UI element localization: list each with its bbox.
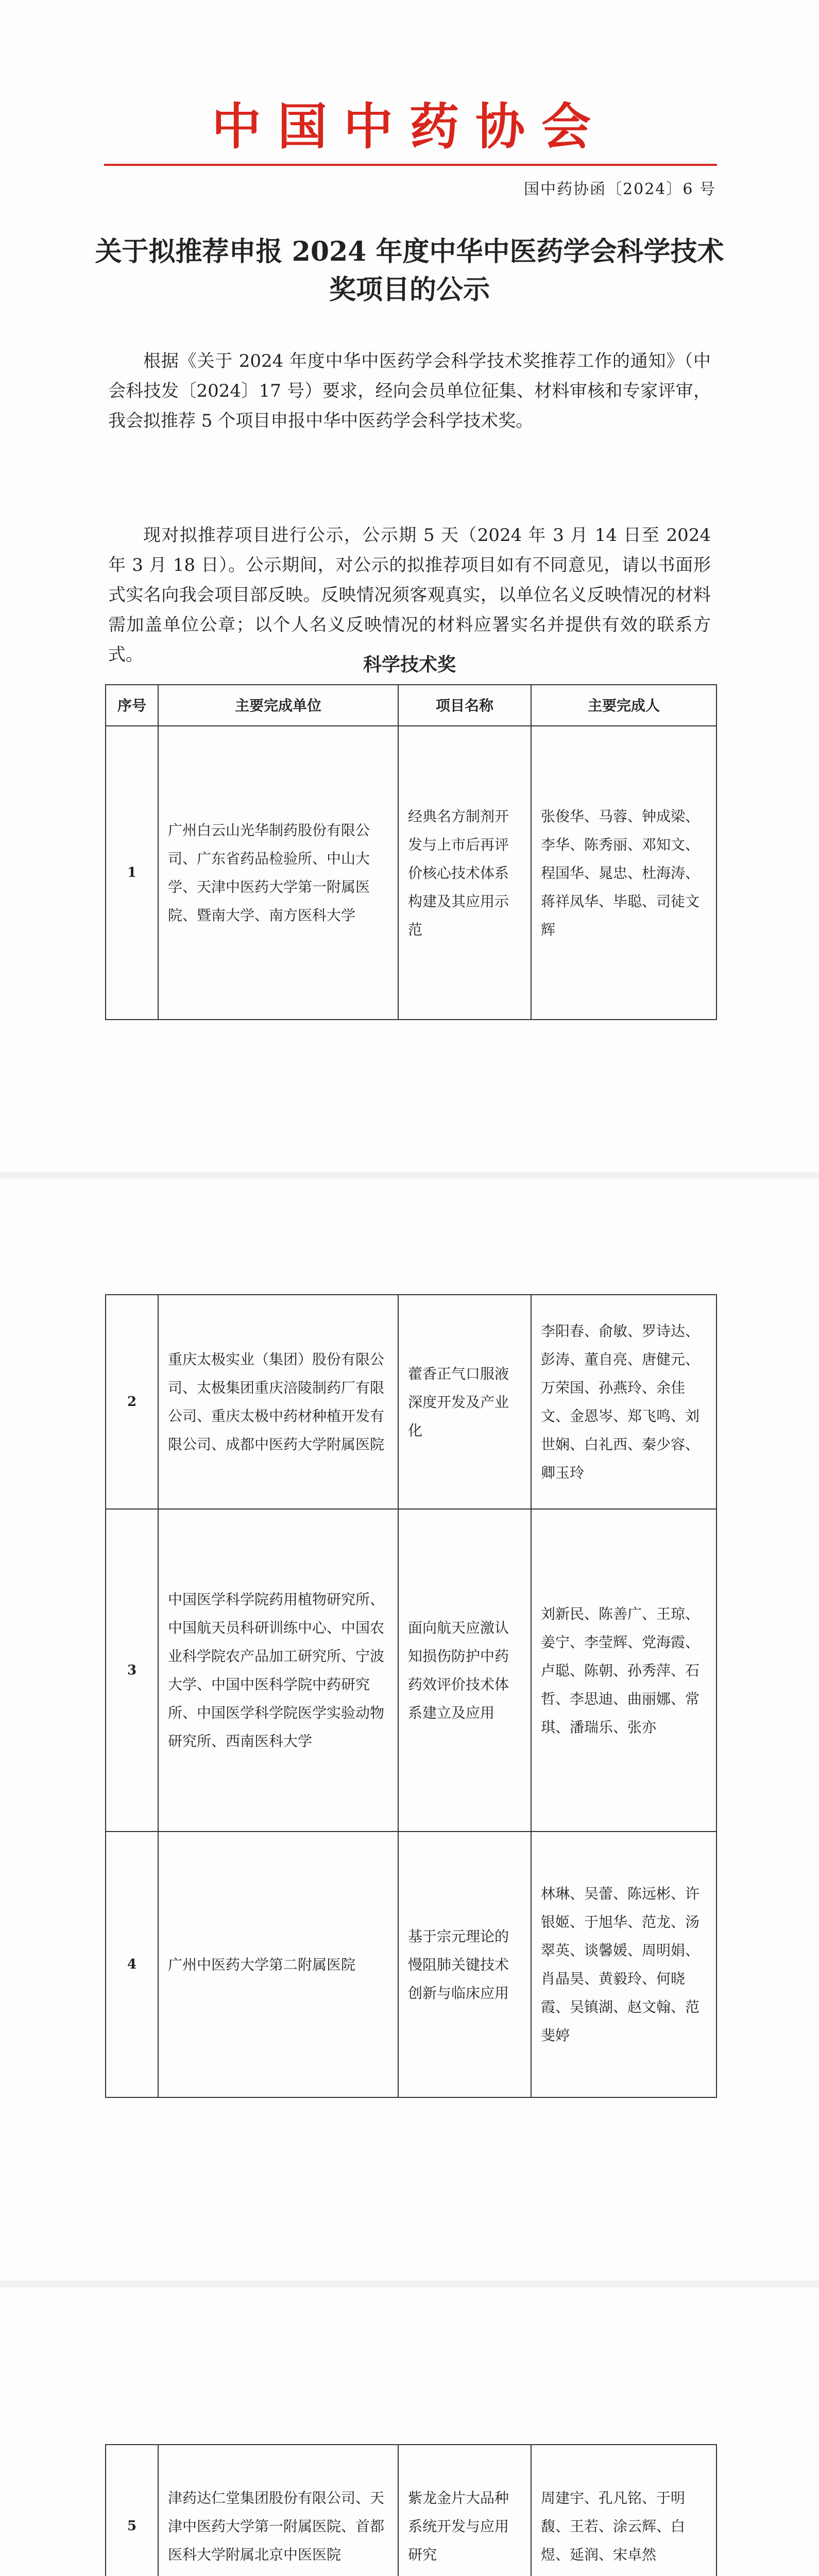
awards-table-part-2 [105,1294,717,2098]
row-project: 面向航天应激认知损伤防护中药药效评价技术体系建立及应用 [398,1509,531,1832]
page-1 [0,0,819,1172]
row-units: 广州白云山光华制药股份有限公司、广东省药品检验所、中山大学、天津中医药大学第一附属医院、暨南大学、南方医科大学 [158,726,398,1020]
row-seq: 2 [106,1295,158,1509]
table-row [106,1509,716,1832]
header-project: 项目名称 [398,685,531,726]
document-title: 关于拟推荐申报 2024 年度中华中医药学会科学技术奖项目的公示 [95,236,724,306]
table-row [106,1295,716,1509]
row-project: 藿香正气口服液深度开发及产业化 [398,1295,531,1509]
row-people: 刘新民、陈善广、王琼、姜宁、李莹辉、党海霞、卢聪、陈朝、孙秀萍、石哲、李思迪、曲丽娜、常琪、潘瑞乐、张亦 [531,1509,716,1832]
row-project: 紫龙金片大品种系统开发与应用研究 [398,2445,531,2576]
row-people: 周建宇、孔凡铭、于明馥、王若、涂云辉、白煜、延润、宋卓然 [531,2445,716,2576]
header-people: 主要完成人 [531,685,716,726]
table-row [106,726,716,1020]
table-row [106,2445,716,2576]
letterhead-org-name: 中国中药协会 [212,98,607,156]
letterhead-red-rule [104,164,717,166]
paragraph-intro: 根据《关于 2024 年度中华中医药学会科学技术奖推荐工作的通知》（中会科技发〔2024〕17 号）要求，经向会员单位征集、材料审核和专家评审，我会拟推荐 5 个项目申报中华中医药学会科学技术奖。 [108,351,711,431]
row-seq: 4 [106,1832,158,2097]
header-units: 主要完成单位 [158,685,398,726]
row-units: 重庆太极实业（集团）股份有限公司、太极集团重庆涪陵制药厂有限公司、重庆太极中药材种植开发有限公司、成都中医药大学附属医院 [158,1295,398,1509]
document-number: 国中药协函〔2024〕6 号 [524,180,716,198]
row-project: 经典名方制剂开发与上市后再评价核心技术体系构建及其应用示范 [398,726,531,1020]
row-people: 张俊华、马蓉、钟成梁、李华、陈秀丽、邓知文、程国华、晁忠、杜海涛、蒋祥凤华、毕聪、司徒文辉 [531,726,716,1020]
row-units: 中国医学科学院药用植物研究所、中国航天员科研训练中心、中国农业科学院农产品加工研究所、宁波大学、中国中医科学院中药研究所、中国医学科学院医学实验动物研究所、西南医科大学 [158,1509,398,1832]
row-seq: 1 [106,726,158,1020]
header-seq: 序号 [106,685,158,726]
row-people: 李阳春、俞敏、罗诗达、彭涛、董自亮、唐健元、万荣国、孙燕玲、余佳文、金恩岑、郑飞鸣、刘世娴、白礼西、秦少容、卿玉玲 [531,1295,716,1509]
row-units: 津药达仁堂集团股份有限公司、天津中医药大学第一附属医院、首都医科大学附属北京中医医院 [158,2445,398,2576]
awards-table-part-1 [105,684,717,1020]
row-people: 林琳、吴蕾、陈远彬、许银姬、于旭华、范龙、汤翠英、谈馨媛、周明娟、肖晶昊、黄毅玲、何晓霞、吴镇湖、赵文翰、范斐婷 [531,1832,716,2097]
section-title: 科学技术奖 [363,654,456,675]
row-seq: 3 [106,1509,158,1832]
row-seq: 5 [106,2445,158,2576]
paragraph-notice: 现对拟推荐项目进行公示，公示期 5 天（2024 年 3 月 14 日至 2024 年 3 月 18 日）。公示期间，对公示的拟推荐项目如有不同意见，请以书面形式实名向我会项目部反映。反映情况须客观真实，以单位名义反映情况的材料需加盖单位公章；以个人名义反映情况的材料应署实名并提供有效的联系方式。 [108,525,711,665]
row-project: 基于宗元理论的慢阻肺关键技术创新与临床应用 [398,1832,531,2097]
row-units: 广州中医药大学第二附属医院 [158,1832,398,2097]
awards-table-part-3 [105,2444,717,2576]
table-row [106,1832,716,2097]
